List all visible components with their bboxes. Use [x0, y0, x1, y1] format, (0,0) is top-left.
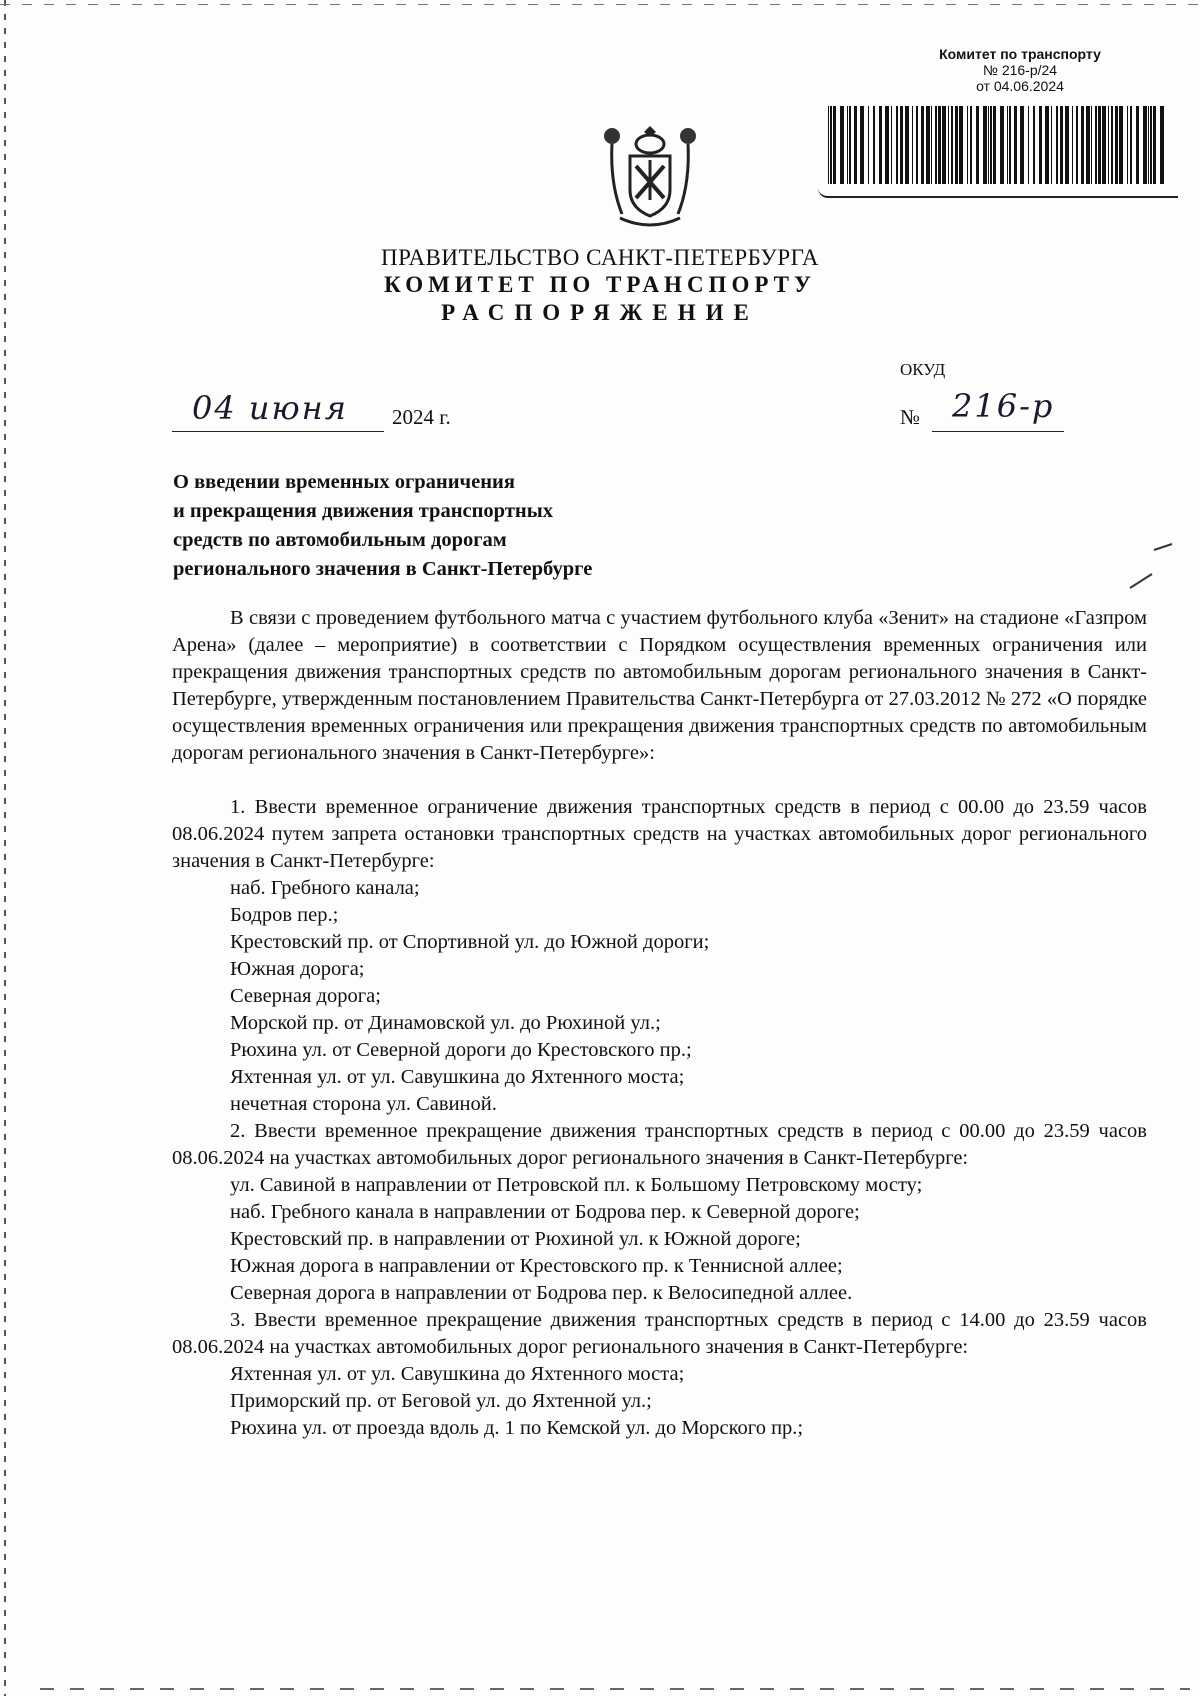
- section-2-text: 2. Ввести временное прекращение движения транспортных средств в период с 00.00 до 23.59 часов 08.06.2024 на участках автомобильных дорог регионального значения в Санкт-Петербурге:: [172, 1120, 1147, 1169]
- barcode-bar: [976, 106, 979, 184]
- barcode-bar: [1072, 106, 1073, 184]
- scan-mark: [1120, 540, 1180, 600]
- scan-edge-left: [4, 0, 6, 1696]
- list-item: Рюхина ул. от Северной дороги до Крестовского пр.;: [230, 1039, 692, 1061]
- barcode-bar: [1111, 106, 1113, 184]
- document-body: [172, 605, 1147, 1442]
- barcode: [818, 104, 1178, 198]
- document-title: [173, 468, 733, 584]
- list-item: Крестовский пр. от Спортивной ул. до Южной дороги;: [230, 931, 710, 953]
- barcode-bar: [840, 106, 844, 184]
- barcode-bar: [847, 106, 848, 184]
- barcode-bar: [868, 106, 869, 184]
- barcode-bar: [1143, 106, 1147, 184]
- barcode-bar: [1039, 106, 1042, 184]
- barcode-bar: [959, 106, 963, 184]
- barcode-bar: [993, 106, 996, 184]
- list-item: наб. Гребного канала;: [230, 877, 420, 899]
- barcode-bar: [935, 106, 937, 184]
- barcode-bar: [1153, 106, 1156, 184]
- barcode-bar: [1130, 106, 1132, 184]
- title-line: регионального значения в Санкт-Петербурге: [173, 558, 593, 580]
- preamble-paragraph: В связи с проведением футбольного матча с участием футбольного клуба «Зенит» на стадионе «Газпром Арена» (далее – мероприятие) в соответствии с Порядком осуществления временных ограничения или прекращения движения транспортных средств по автомобильным дорогам регионального значения в Санкт-Петербурге, утвержденным постановлением Правительства Санкт-Петербурга от 27.03.2012 № 272 «О порядке осуществления временных ограничения или прекращения движения транспортных средств по автомобильным дорогам регионального значения в Санкт-Петербурге»:: [172, 607, 1147, 764]
- barcode-bar: [828, 106, 829, 184]
- registration-stamp: [870, 46, 1170, 94]
- list-item: Яхтенная ул. от ул. Савушкина до Яхтенного моста;: [230, 1066, 685, 1088]
- barcode-bar: [833, 106, 836, 184]
- okud-label: ОКУД: [900, 360, 946, 379]
- barcode-bar: [1150, 106, 1152, 184]
- list-item: Южная дорога;: [230, 958, 365, 980]
- handwritten-number: 216-р: [952, 387, 1055, 425]
- barcode-bar: [1098, 106, 1101, 184]
- barcode-bar: [885, 106, 889, 184]
- barcode-bar: [926, 106, 930, 184]
- barcode-bar: [1014, 106, 1017, 184]
- title-line: средств по автомобильным дорогам: [173, 529, 507, 551]
- coat-of-arms-emblem: [600, 122, 700, 232]
- barcode-bar: [1095, 106, 1097, 184]
- stamp-number: № 216-р/24: [982, 62, 1058, 78]
- section-1-text: 1. Ввести временное ограничение движения транспортных средств в период с 00.00 до 23.59 часов 08.06.2024 путем запрета остановки транспортных средств на участках автомобильных дорог регионального значения в Санкт-Петербурге:: [172, 796, 1147, 872]
- list-item: ул. Савиной в направлении от Петровской пл. к Большому Петровскому мосту;: [230, 1174, 923, 1196]
- document-number: [900, 387, 1080, 435]
- barcode-bar: [948, 106, 949, 184]
- handwritten-date: 04 июня: [192, 389, 348, 427]
- barcode-bar: [1009, 106, 1011, 184]
- barcode-bar: [1020, 106, 1024, 184]
- barcode-bar: [879, 106, 882, 184]
- list-item: Рюхина ул. от проезда вдоль д. 1 по Кемской ул. до Морского пр.;: [230, 1417, 804, 1439]
- barcode-bar: [1108, 106, 1109, 184]
- scan-edge-top: [0, 4, 1200, 5]
- barcode-bar: [1127, 106, 1128, 184]
- barcode-bar: [1091, 106, 1092, 184]
- barcode-bar: [860, 106, 864, 184]
- document-date: [172, 389, 572, 435]
- list-item: Приморский пр. от Беговой ул. до Яхтенной ул.;: [230, 1390, 652, 1412]
- barcode-bar: [1056, 106, 1058, 184]
- barcode-bar: [912, 106, 913, 184]
- barcode-bar: [830, 106, 832, 184]
- barcode-bar: [1033, 106, 1035, 184]
- barcode-bar: [990, 106, 992, 184]
- barcode-bar: [983, 106, 987, 184]
- stamp-date: от 04.06.2024: [976, 78, 1064, 94]
- list-item: Бодров пер.;: [230, 904, 339, 926]
- barcode-bar: [938, 106, 941, 184]
- stamp-org: Комитет по транспорту: [939, 46, 1101, 62]
- list-item: Южная дорога в направлении от Крестовского пр. к Теннисной аллее;: [230, 1255, 843, 1277]
- barcode-bar: [873, 106, 875, 184]
- list-item: Крестовский пр. в направлении от Рюхиной ул. к Южной дороге;: [230, 1228, 801, 1250]
- section-3-text: 3. Ввести временное прекращение движения транспортных средств в период с 14.00 до 23.59 часов 08.06.2024 на участках автомобильных дорог регионального значения в Санкт-Петербурге:: [172, 1309, 1147, 1358]
- barcode-bar: [849, 106, 851, 184]
- barcode-bar: [1007, 106, 1008, 184]
- list-item: Яхтенная ул. от ул. Савушкина до Яхтенного моста;: [230, 1363, 685, 1385]
- scan-edge-bottom: [40, 1688, 1190, 1690]
- barcode-bar: [1086, 106, 1090, 184]
- barcode-bar: [1051, 106, 1052, 184]
- list-item: наб. Гребного канала в направлении от Бодрова пер. к Северной дороге;: [230, 1201, 860, 1223]
- date-year: 2024 г.: [392, 405, 451, 429]
- barcode-bar: [1028, 106, 1029, 184]
- barcode-bar: [942, 106, 946, 184]
- committee-name: КОМИТЕТ ПО ТРАНСПОРТУ: [384, 272, 816, 297]
- barcode-bar: [1076, 106, 1078, 184]
- document-type: РАСПОРЯЖЕНИЕ: [441, 300, 759, 325]
- title-line: О введении временных ограничения: [173, 471, 515, 493]
- barcode-bar: [1065, 106, 1069, 184]
- barcode-bar: [900, 106, 903, 184]
- list-item: Морской пр. от Динамовской ул. до Рюхиной ул.;: [230, 1012, 661, 1034]
- barcode-bar: [931, 106, 932, 184]
- barcode-bar: [1119, 106, 1123, 184]
- government-name: ПРАВИТЕЛЬСТВО САНКТ-ПЕТЕРБУРГА: [380, 245, 820, 270]
- barcode-bar: [951, 106, 953, 184]
- barcode-bar: [921, 106, 924, 184]
- barcode-bar: [1148, 106, 1149, 184]
- document-header: [300, 244, 900, 327]
- barcode-bar: [1000, 106, 1004, 184]
- barcode-bar: [988, 106, 989, 184]
- barcode-bar: [1081, 106, 1084, 184]
- barcode-bar: [1060, 106, 1063, 184]
- list-item: нечетная сторона ул. Савиной.: [230, 1093, 497, 1115]
- barcode-bar: [970, 106, 972, 184]
- barcode-bar: [967, 106, 968, 184]
- barcode-bar: [916, 106, 918, 184]
- barcode-bar: [905, 106, 909, 184]
- list-item: Северная дорога в направлении от Бодрова пер. к Велосипедной аллее.: [230, 1282, 853, 1304]
- title-line: и прекращения движения транспортных: [173, 500, 553, 522]
- barcode-bar: [891, 106, 892, 184]
- barcode-bar: [1136, 106, 1139, 184]
- barcode-bar: [1115, 106, 1118, 184]
- barcode-bar: [1102, 106, 1106, 184]
- barcode-bars: [826, 104, 1170, 188]
- barcode-bar: [955, 106, 958, 184]
- list-item: Северная дорога;: [230, 985, 381, 1007]
- barcode-bar: [896, 106, 898, 184]
- number-sign: №: [900, 405, 921, 429]
- barcode-bar: [1045, 106, 1049, 184]
- barcode-bar: [854, 106, 857, 184]
- barcode-bar: [1160, 106, 1164, 184]
